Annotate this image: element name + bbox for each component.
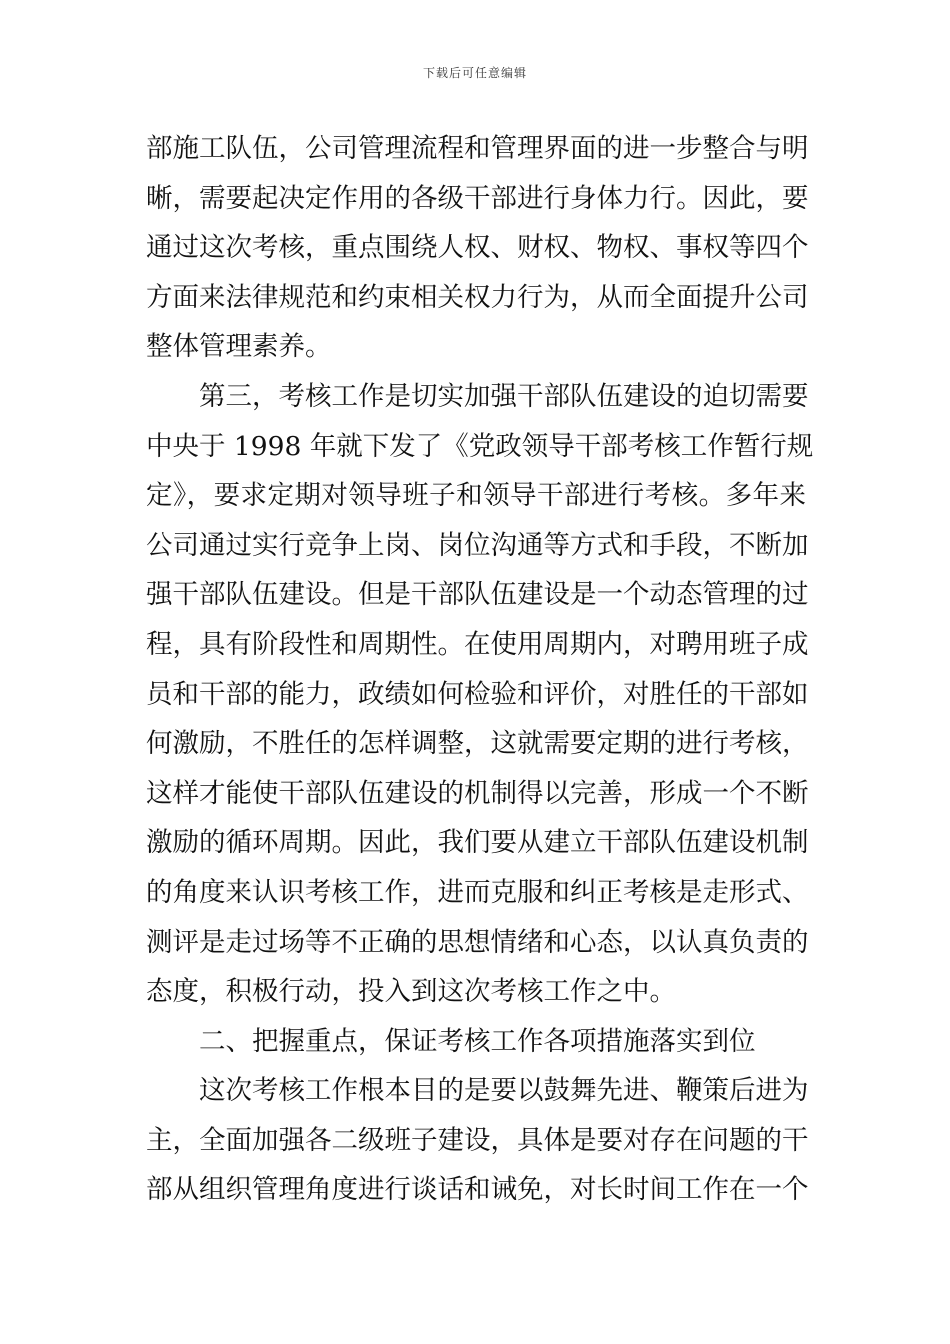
document-body: [146, 124, 814, 1215]
text-line: 何激励，不胜任的怎样调整，这就需要定期的进行考核，: [146, 728, 809, 760]
text-line: 中央于 1998 年就下发了《党政领导干部考核工作暂行规: [146, 430, 814, 462]
text-line: 强干部队伍建设。但是干部队伍建设是一个动态管理的过: [146, 579, 809, 611]
text-line: 晰，需要起决定作用的各级干部进行身体力行。因此，要: [146, 182, 809, 214]
text-line: 部施工队伍，公司管理流程和管理界面的进一步整合与明: [146, 133, 809, 164]
text-line: 态度，积极行动，投入到这次考核工作之中。: [146, 976, 676, 1008]
text-line: 这次考核工作根本目的是要以鼓舞先进、鞭策后进为: [199, 1075, 809, 1107]
text-line: 定》，要求定期对领导班子和领导干部进行考核。多年来: [146, 480, 806, 512]
text-line: 主，全面加强各二级班子建设，具体是要对存在问题的干: [146, 1124, 809, 1156]
text-line: 部从组织管理角度进行谈话和诫免，对长时间工作在一个: [146, 1174, 809, 1206]
text-line: 整体管理素养。: [146, 331, 332, 363]
text-line: 第三，考核工作是切实加强干部队伍建设的迫切需要: [199, 380, 809, 412]
text-line: 公司通过实行竞争上岗、岗位沟通等方式和手段，不断加: [146, 529, 809, 561]
text-line: 通过这次考核，重点围绕人权、财权、物权、事权等四个: [146, 232, 809, 264]
page-header: 下载后可任意编辑: [422, 66, 527, 80]
text-line: 二、把握重点，保证考核工作各项措施落实到位: [199, 1025, 756, 1057]
text-line: 这样才能使干部队伍建设的机制得以完善，形成一个不断: [146, 777, 809, 809]
text-line: 员和干部的能力，政绩如何检验和评价，对胜任的干部如: [146, 678, 809, 710]
text-line: 的角度来认识考核工作，进而克服和纠正考核是走形式、: [146, 876, 809, 908]
text-line: 程，具有阶段性和周期性。在使用周期内，对聘用班子成: [146, 628, 809, 660]
text-line: 方面来法律规范和约束相关权力行为，从而全面提升公司: [146, 281, 809, 313]
text-line: 测评是走过场等不正确的思想情绪和心态，以认真负责的: [146, 926, 809, 958]
text-line: 激励的循环周期。因此，我们要从建立干部队伍建设机制: [146, 827, 809, 859]
